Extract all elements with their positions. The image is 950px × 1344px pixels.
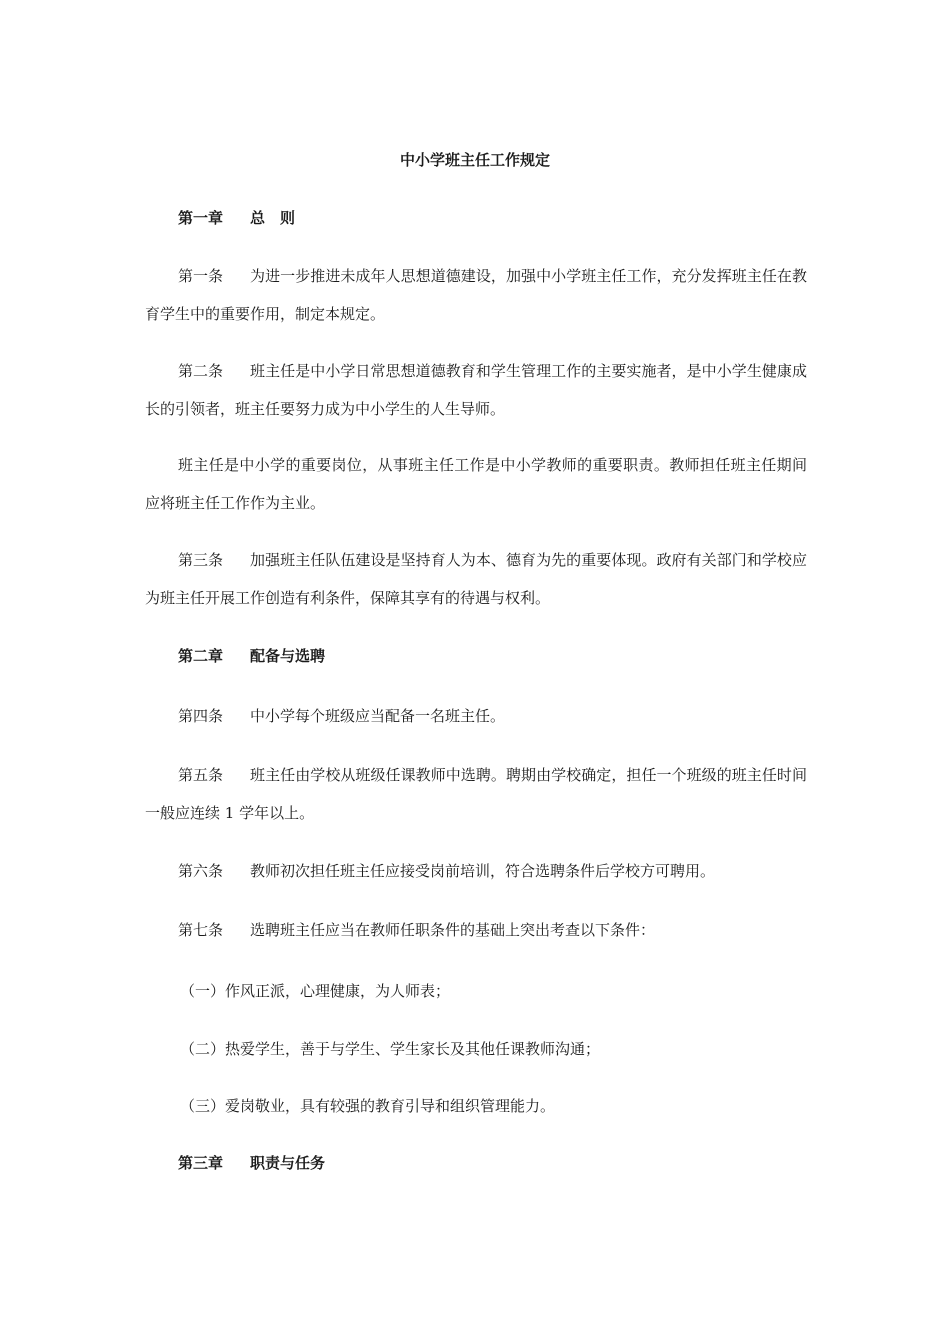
article-label: 第三条: [178, 551, 224, 569]
article-text: 中小学每个班级应当配备一名班主任。: [250, 707, 506, 725]
article-1: [145, 257, 807, 333]
article-text: 选聘班主任应当在教师任职条件的基础上突出考查以下条件：: [250, 921, 656, 939]
article-4: [145, 697, 807, 735]
article-text: 班主任由学校从班级任课教师中选聘。聘期由学校确定，担任一个班级的班主任时间一般应连续 1 学年以上。: [145, 766, 807, 822]
article-label: 第二条: [178, 362, 224, 380]
article-label: 第一条: [178, 267, 224, 285]
article-text: 教师初次担任班主任应接受岗前培训，符合选聘条件后学校方可聘用。: [250, 862, 716, 880]
article-6: [145, 852, 807, 890]
article-text: 班主任是中小学日常思想道德教育和学生管理工作的主要实施者，是中小学生健康成长的引领者，班主任要努力成为中小学生的人生导师。: [145, 362, 807, 418]
list-item: （一）作风正派，心理健康，为人师表；: [180, 982, 451, 1000]
chapter-label: 第一章: [178, 209, 224, 227]
article-text: 为进一步推进未成年人思想道德建设，加强中小学班主任工作，充分发挥班主任在教育学生中的重要作用，制定本规定。: [145, 267, 807, 323]
chapter-2-heading: [178, 646, 325, 666]
chapter-1-heading: [178, 208, 295, 228]
article-2-paragraph-2: [145, 446, 807, 522]
article-3: [145, 541, 807, 617]
article-5: [145, 756, 807, 832]
chapter-title: 总 则: [250, 209, 296, 227]
article-7: [145, 911, 807, 949]
list-item: （二）热爱学生，善于与学生、学生家长及其他任课教师沟通；: [180, 1040, 601, 1058]
chapter-3-heading: [178, 1153, 325, 1173]
article-2: [145, 352, 807, 428]
chapter-title: 职责与任务: [250, 1154, 326, 1172]
chapter-label: 第二章: [178, 647, 224, 665]
chapter-title: 配备与选聘: [250, 647, 326, 665]
article-label: 第五条: [178, 766, 224, 784]
list-item: （三）爱岗敬业，具有较强的教育引导和组织管理能力。: [180, 1097, 556, 1115]
article-text: 加强班主任队伍建设是坚持育人为本、德育为先的重要体现。政府有关部门和学校应为班主任开展工作创造有利条件，保障其享有的待遇与权利。: [145, 551, 807, 607]
article-text: 班主任是中小学的重要岗位，从事班主任工作是中小学教师的重要职责。教师担任班主任期间应将班主任工作作为主业。: [145, 456, 807, 512]
article-label: 第六条: [178, 862, 224, 880]
document-title: 中小学班主任工作规定: [399, 151, 550, 169]
chapter-label: 第三章: [178, 1154, 224, 1172]
article-label: 第七条: [178, 921, 224, 939]
article-label: 第四条: [178, 707, 224, 725]
